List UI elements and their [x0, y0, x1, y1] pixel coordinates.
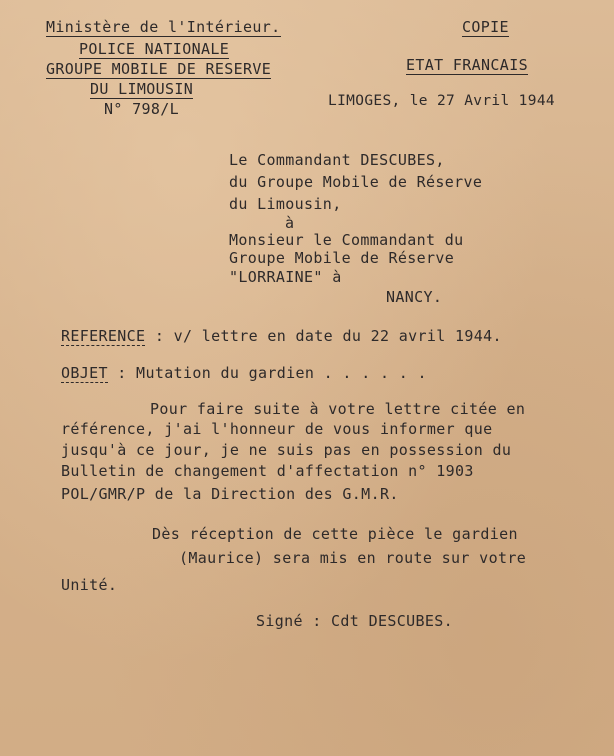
body-paragraph-1-line-5: POL/GMR/P de la Direction des G.M.R. — [61, 485, 399, 503]
subject-label: OBJET — [61, 364, 108, 382]
body-paragraph-2-line-1: Dès réception de cette pièce le gardien — [152, 525, 518, 543]
police-nationale-heading: POLICE NATIONALE — [79, 40, 230, 58]
group-heading: GROUPE MOBILE DE RESERVE — [46, 60, 272, 78]
reference-line — [61, 327, 502, 345]
body-paragraph-1-line-3: jusqu'à ce jour, je ne suis pas en possession du — [61, 441, 512, 459]
body-paragraph-2-line-2: (Maurice) sera mis en route sur votre — [179, 549, 527, 567]
recipient-unit-line: Groupe Mobile de Réserve — [229, 249, 455, 267]
body-paragraph-1-line-2: référence, j'ai l'honneur de vous informer que — [61, 420, 493, 438]
sender-line: Le Commandant DESCUBES, — [229, 151, 445, 169]
body-paragraph-1-line-1: Pour faire suite à votre lettre citée en — [150, 400, 526, 418]
recipient-city: NANCY. — [386, 288, 443, 306]
reference-text: : v/ lettre en date du 22 avril 1944. — [154, 327, 502, 345]
state-heading: ETAT FRANCAIS — [406, 56, 528, 74]
recipient-line: Monsieur le Commandant du — [229, 231, 464, 249]
region-heading: DU LIMOUSIN — [90, 80, 194, 98]
reference-number: N° 798/L — [104, 100, 180, 118]
reference-label: REFERENCE — [61, 327, 146, 345]
place-date: LIMOGES, le 27 Avril 1944 — [328, 93, 555, 109]
body-paragraph-1-line-4: Bulletin de changement d'affectation n° 1903 — [61, 462, 474, 480]
signature: Signé : Cdt DESCUBES. — [256, 612, 453, 630]
copy-label: COPIE — [462, 18, 509, 36]
body-paragraph-2-line-3: Unité. — [61, 576, 118, 594]
address-to: à — [285, 214, 295, 232]
subject-line — [61, 364, 427, 382]
recipient-name-line: "LORRAINE" à — [229, 268, 342, 286]
ministry-heading: Ministère de l'Intérieur. — [46, 18, 281, 36]
subject-text: : Mutation du gardien . . . . . . — [117, 364, 427, 382]
sender-region-line: du Limousin, — [229, 195, 342, 213]
sender-unit-line: du Groupe Mobile de Réserve — [229, 173, 483, 191]
